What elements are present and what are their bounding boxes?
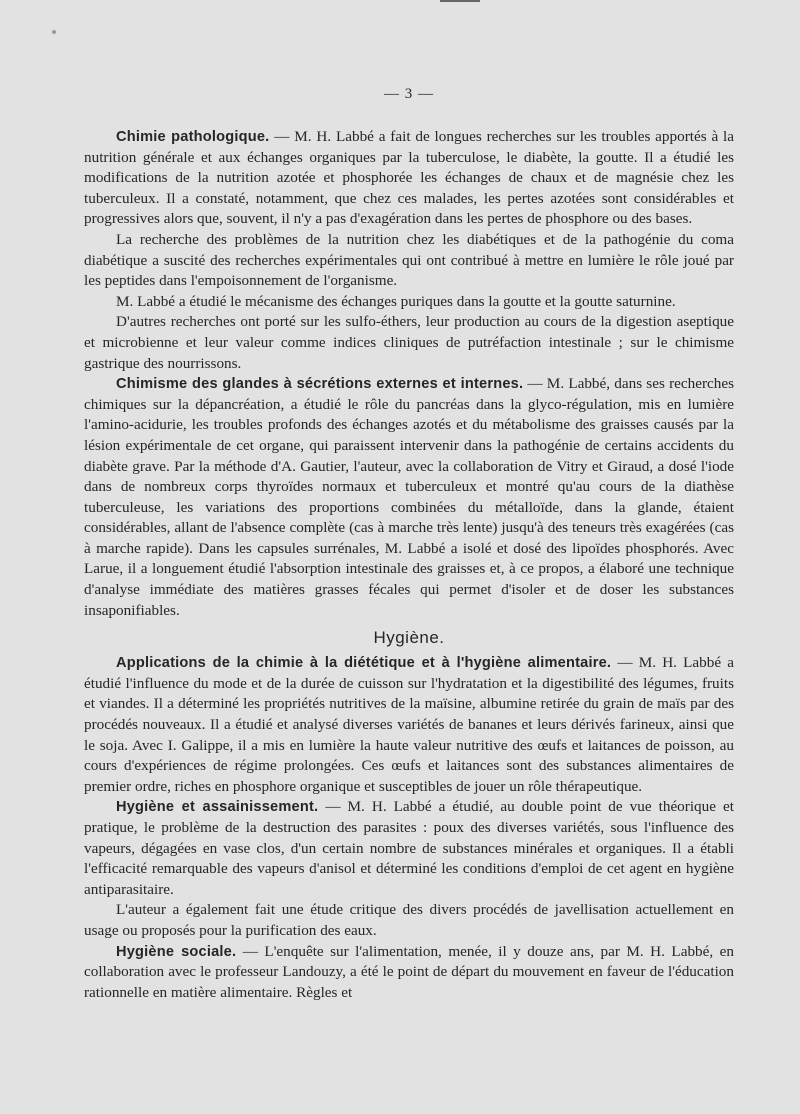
paragraph-javellisation: L'auteur a également fait une étude critique des divers procédés de javellisation actuellement en usage ou proposés pour la purification des eaux. bbox=[84, 901, 734, 939]
paragraph-goutte: M. Labbé a étudié le mécanisme des échanges puriques dans la goutte et la goutte saturnine. bbox=[116, 292, 676, 310]
paper-spot bbox=[52, 30, 56, 34]
paragraph-text: — M. H. Labbé a étudié l'influence du mode et de la durée de cuisson sur l'hydratation et la digestibilité des légumes, fruits et viandes. Il a déterminé les propriétés nutritives de la maïsine, albumine retirée du grain de maïs par des procédés nouveaux. Il a étudié et analysé diverses variétés de bananes et leurs dérivés farineux, ainsi que le soja. Avec I. Galippe, il a mis en lumière la haute valeur nutritive des œufs et laitances de poisson, au cours d'expériences de régime prolongées. Ces œufs et laitances sont des substances alimentaires de premier ordre, riches en phosphore organique et susceptibles de jouer un rôle thérapeutique. bbox=[84, 654, 734, 795]
page-number: — 3 — bbox=[384, 86, 434, 102]
paragraph-text: — M. Labbé, dans ses recherches chimiques sur la dépancréation, a étudié le rôle du pancréas dans la glyco-régulation, mis en lumière l'amino-acidurie, les troubles profonds des échanges azotés et du métabolisme des graisses causés par la lésion expérimentale de cet organe, qui paraissent intervenir dans la pathogénie de certains accidents du diabète grave. Par la méthode d'A. Gautier, l'auteur, avec la collaboration de Vitry et Giraud, a dosé l'iode dans de nombreux corps thyroïdes normaux et tuberculeux et montré qu'au cours de la diathèse tuberculeuse, les variations des proportions combinées du métalloïde, dans la glande, étaient considérables, allant de l'absence complète (cas à marche très lente) jusqu'à des teneurs très exagérées (cas à marche rapide). Dans les capsules surrénales, M. Labbé a isolé et dosé des lipoïdes phosphorés. Avec Larue, il a longuement étudié l'absorption intestinale des graisses et, à ce propos, a élaboré une technique d'analyse immédiate des matières grasses fécales qui permet d'isoler et de doser les substances insaponifiables. bbox=[84, 375, 734, 619]
paragraph-chimisme-glandes bbox=[84, 374, 734, 621]
paragraph-chimie-pathologique bbox=[84, 127, 734, 230]
paragraph-applications-chimie bbox=[84, 653, 734, 797]
paragraph-hygiene-sociale bbox=[84, 942, 734, 1004]
heading-chimisme-glandes: Chimisme des glandes à sécrétions externes et internes. bbox=[116, 376, 524, 393]
section-title-hygiene: Hygiène. bbox=[373, 628, 445, 648]
paragraph-sulfo-ethers: D'autres recherches ont porté sur les sulfo-éthers, leur production au cours de la digestion aseptique et microbienne et leur valeur comme indices cliniques de putréfaction intestinale ; sur le chimisme gastrique des nourrissons. bbox=[84, 313, 734, 372]
paragraph-text: — M. H. Labbé a étudié, au double point de vue théorique et pratique, le problème de la destruction des parasites : poux des diverses variétés, sous l'influence des vapeurs, dégagées en vase clos, d'un certain nombre de substances minérales et organiques. Il a établi l'efficacité remarquable des vapeurs d'anisol et déterminé les conditions d'emploi de cet agent en hygiène antiparasitaire. bbox=[84, 798, 734, 898]
paragraph-text: — M. H. Labbé a fait de longues recherches sur les troubles apportés à la nutrition générale et aux échanges organiques par la tuberculose, le diabète, la goutte. Il a étudié les modifications de la nutrition azotée et phosphorée les échanges de chaux et de magnésie chez les tuberculeux. Il a constaté, notamment, que chez ces malades, les pertes azotées sont considérables et progressives alors que, souvent, il n'y a pas d'exagération dans les pertes de phosphore ou des bases. bbox=[84, 128, 734, 228]
top-edge-mark bbox=[440, 0, 480, 2]
paragraph-text: — L'enquête sur l'alimentation, menée, il y douze ans, par M. H. Labbé, en collaboration avec le professeur Landouzy, a été le point de départ du mouvement en faveur de l'éducation rationnelle en matière alimentaire. Règles et bbox=[84, 942, 734, 1001]
paragraph-coma-diabetique: La recherche des problèmes de la nutrition chez les diabétiques et de la pathogénie du coma diabétique a suscité des recherches expérimentales qui ont contribué à mettre en lumière le rôle joué par les peptides dans l'empoisonnement de l'organisme. bbox=[84, 230, 734, 290]
heading-applications-chimie: Applications de la chimie à la diététique et à l'hygiène alimentaire. bbox=[116, 655, 612, 672]
heading-chimie-pathologique: Chimie pathologique. bbox=[116, 129, 270, 145]
heading-assainissement: Hygiène et assainissement. bbox=[116, 799, 319, 816]
heading-hygiene-sociale: Hygiène sociale. bbox=[116, 943, 237, 960]
paragraph-assainissement bbox=[84, 797, 734, 900]
